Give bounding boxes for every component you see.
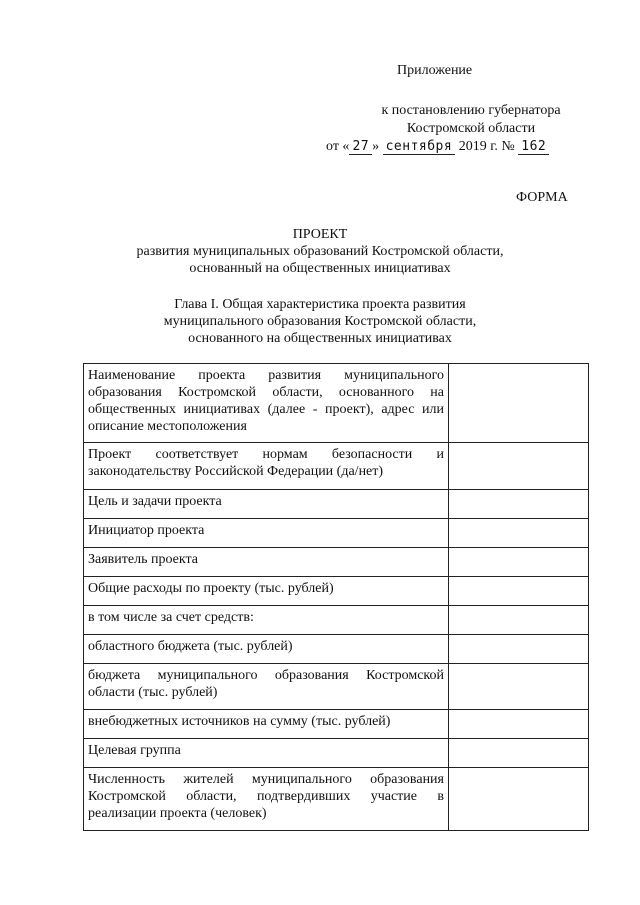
table-row [84,664,589,710]
project-title: ПРОЕКТ [292,227,348,242]
attachment-region-line: Костромской области [406,121,536,136]
table-row [84,490,589,519]
row-label: Численность жителей муниципального образования Костромской области, подтвердивших участие в реализации проекта (человек) [84,768,449,831]
row-value[interactable] [449,768,589,831]
row-value[interactable] [449,548,589,577]
table-row [84,519,589,548]
row-value[interactable] [449,490,589,519]
row-value[interactable] [449,664,589,710]
row-label: бюджета муниципального образования Костромской области (тыс. рублей) [84,664,449,710]
row-label: Общие расходы по проекту (тыс. рублей) [84,577,449,606]
row-value[interactable] [449,635,589,664]
project-subtitle-line1: развития муниципальных образований Костромской области, [136,244,504,259]
row-value[interactable] [449,443,589,490]
chapter-title-line1: Глава I. Общая характеристика проекта развития [174,297,466,312]
attachment-date-line [326,138,549,156]
attachment-decree-line: к постановлению губернатора [381,103,561,118]
chapter-title-line2: муниципального образования Костромской области, [163,314,477,329]
table-row [84,606,589,635]
row-label: в том числе за счет средств: [84,606,449,635]
date-year: 2019 г. № [458,139,515,154]
row-label: Проект соответствует нормам безопасности и законодательству Российской Федерации (да/нет) [84,443,449,490]
project-form-table [83,363,589,831]
table-row [84,710,589,739]
row-value[interactable] [449,710,589,739]
row-label: Заявитель проекта [84,548,449,577]
row-label: внебюджетных источников на сумму (тыс. рублей) [84,710,449,739]
row-label: Целевая группа [84,739,449,768]
row-value[interactable] [449,364,589,443]
chapter-title-line3: основанного на общественных инициативах [188,331,452,346]
table-row [84,768,589,831]
row-label: Цель и задачи проекта [84,490,449,519]
table-row [84,364,589,443]
date-prefix: от « [326,139,350,154]
row-label: областного бюджета (тыс. рублей) [84,635,449,664]
project-subtitle-line2: основанный на общественных инициативах [189,261,451,276]
table-row [84,443,589,490]
row-value[interactable] [449,739,589,768]
row-label: Инициатор проекта [84,519,449,548]
table-row [84,577,589,606]
attachment-title: Приложение [397,63,473,78]
table-row [84,635,589,664]
decree-number: 162 [518,139,549,155]
date-day: 27 [349,139,372,155]
date-month: сентября [383,139,456,155]
row-label: Наименование проекта развития муниципального образования Костромской области, основанного на общественных инициативах (далее - проект), адрес или описание местоположения [84,364,449,443]
form-label: ФОРМА [516,190,568,205]
table-row [84,548,589,577]
table-row [84,739,589,768]
row-value[interactable] [449,606,589,635]
row-value[interactable] [449,577,589,606]
date-mid: » [372,139,380,154]
row-value[interactable] [449,519,589,548]
